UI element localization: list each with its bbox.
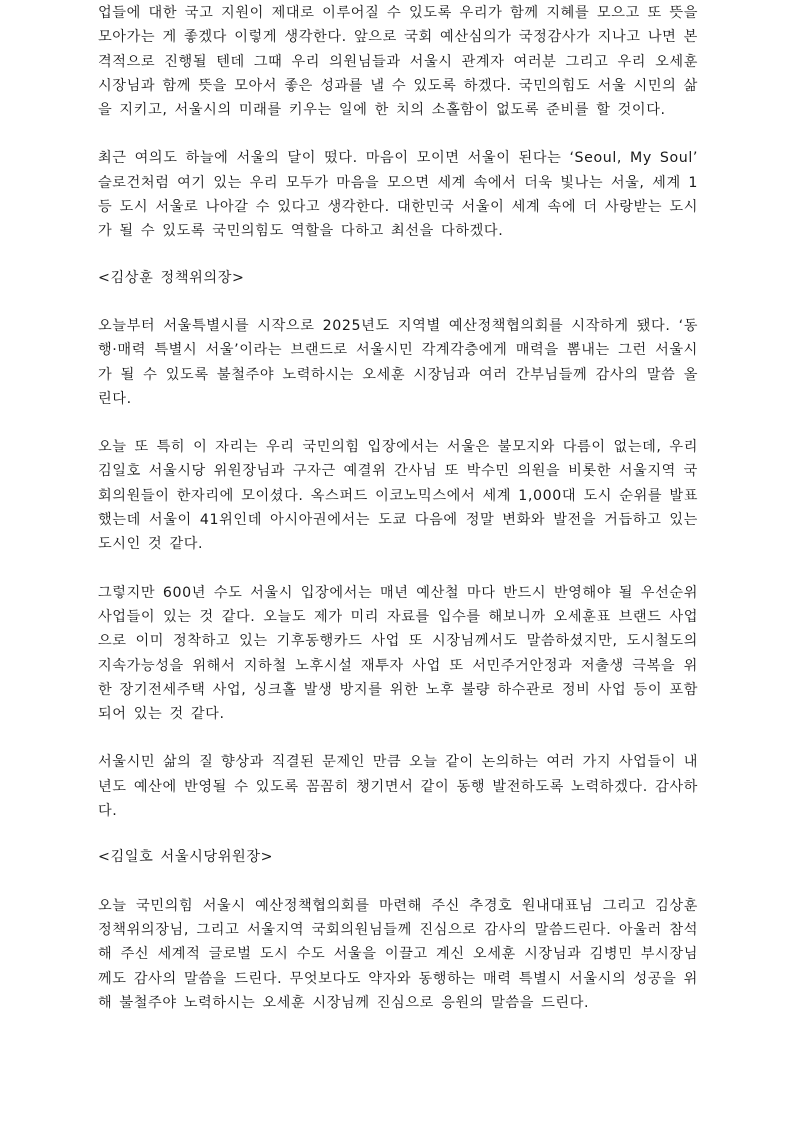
paragraph-gap: [98, 726, 698, 750]
paragraph-gap: [98, 290, 698, 314]
paragraph: 최근 여의도 하늘에 서울의 달이 떴다. 마음이 모이면 서울이 된다는 ‘Seoul, My Soul’ 슬로건처럼 여기 있는 우리 모두가 마음을 모으면 세계 속에서 더욱 빛나는 서울, 세계 1등 도시 서울로 나아갈 수 있다고 생각한다. 대한민국 서울이 세계 속에 더 사랑받는 도시가 될 수 있도록 국민의힘도 역할을 다하고 최선을 다하겠다.: [98, 150, 698, 240]
document-body: [98, 0, 698, 1015]
paragraph-gap: [98, 244, 698, 266]
paragraph: 오늘 국민의힘 서울시 예산정책협의회를 마련해 주신 추경호 원내대표님 그리고 김상훈 정책위의장님, 그리고 서울지역 국회의원님들께 진심으로 감사의 말씀드린다. 아울러 참석해 주신 세계적 글로벌 도시 수도 서울을 이끌고 계신 오세훈 시장님과 김병민 부시장님께도 감사의 말씀을 드린다. 무엇보다도 약자와 동행하는 매력 특별시 서울시의 성공을 위해 불철주야 노력하시는 오세훈 시장님께 진심으로 응원의 말씀을 드린다.: [98, 897, 698, 1011]
paragraph-gap: [98, 411, 698, 435]
paragraph-gap: [98, 557, 698, 581]
paragraph: 그렇지만 600년 수도 서울시 입장에서는 매년 예산철 마다 반드시 반영해야 될 우선순위 사업들이 있는 것 같다. 오늘도 제가 미리 자료를 입수를 해보니까 오세훈표 브랜드 사업으로 이미 정착하고 있는 기후동행카드 사업 또 시장님께서도 말씀하셨지만, 도시철도의 지속가능성을 위해서 지하철 노후시설 재투자 사업 또 서민주거안정과 저출생 극복을 위한 장기전세주택 사업, 싱크홀 발생 방지를 위한 노후 불량 하수관로 정비 사업 등이 포함 되어 있는 것 같다.: [98, 584, 698, 723]
paragraph: 업들에 대한 국고 지원이 제대로 이루어질 수 있도록 우리가 함께 지혜를 모으고 또 뜻을 모아가는 게 좋겠다 이렇게 생각한다. 앞으로 국회 예산심의가 국정감사가 지나고 나면 본격적으로 진행될 텐데 그때 우리 의원님들과 서울시 관계자 여러분 그리고 우리 오세훈 시장님과 함께 뜻을 모아서 좋은 성과를 낼 수 있도록 하겠다. 국민의힘도 서울 시민의 삶을 지키고, 서울시의 미래를 키우는 일에 한 치의 소홀함이 없도록 준비를 할 것이다.: [98, 5, 698, 119]
paragraph: 오늘 또 특히 이 자리는 우리 국민의힘 입장에서는 서울은 불모지와 다름이 없는데, 우리 김일호 서울시당 위원장님과 구자근 예결위 간사님 또 박수민 의원을 비롯한 서울지역 국회의원들이 한자리에 모이셨다. 옥스퍼드 이코노믹스에서 세계 1,000대 도시 순위를 발표했는데 서울이 41위인데 아시아권에서는 도쿄 다음에 정말 변화와 발전을 거듭하고 있는 도시인 것 같다.: [98, 439, 698, 553]
paragraph-gap: [98, 823, 698, 845]
paragraph-gap: [98, 870, 698, 894]
speaker-heading-kim-ilho: <김일호 서울시당위원장>: [98, 849, 274, 866]
paragraph: 오늘부터 서울특별시를 시작으로 2025년도 지역별 예산정책협의회를 시작하게 됐다. ‘동행·매력 특별시 서울’이라는 브랜드로 서울시민 각계각층에게 매력을 뽐내는 그런 서울시가 될 수 있도록 불철주야 노력하시는 오세훈 시장님과 여러 간부님들께 감사의 말씀 올린다.: [98, 317, 698, 407]
speaker-heading-kim-sanghoon: <김상훈 정책위의장>: [98, 269, 245, 286]
paragraph-gap: [98, 122, 698, 146]
paragraph: 서울시민 삶의 질 향상과 직결된 문제인 만큼 오늘 같이 논의하는 여러 가지 사업들이 내년도 예산에 반영될 수 있도록 꼼꼼히 챙기면서 같이 동행 발전하도록 노력하겠다. 감사하다.: [98, 754, 698, 820]
